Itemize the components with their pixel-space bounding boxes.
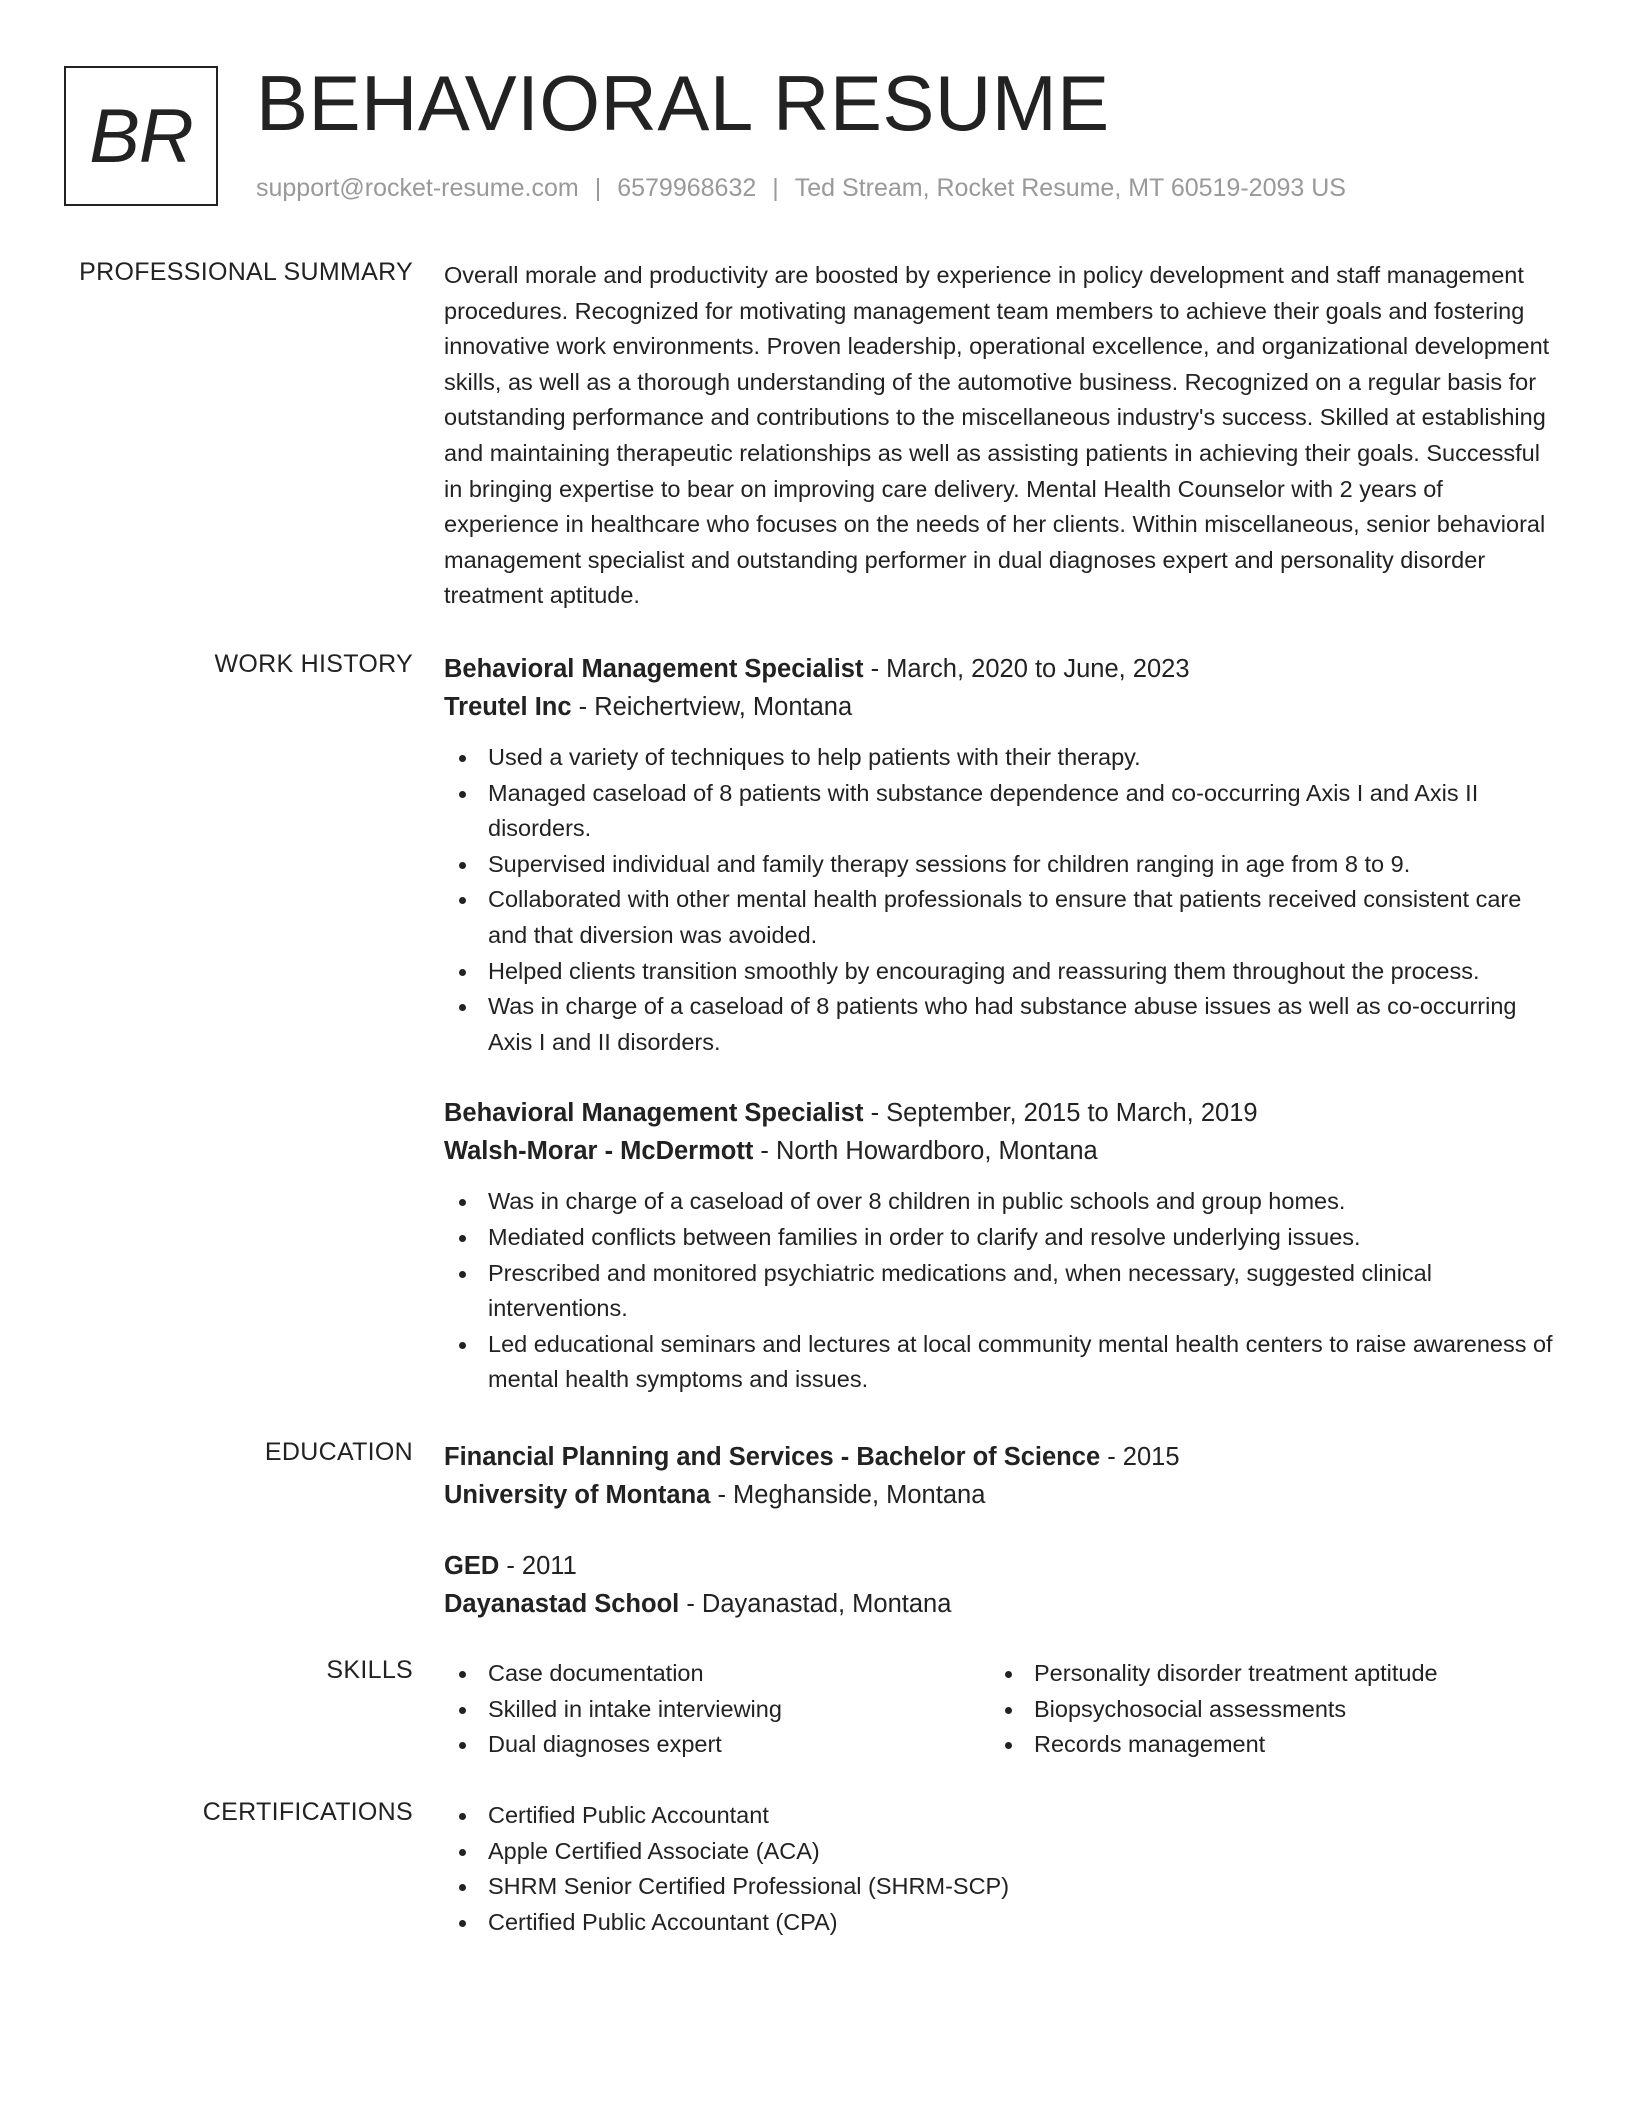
summary-heading: PROFESSIONAL SUMMARY <box>79 258 413 286</box>
list-item: Collaborated with other mental health professionals to ensure that patients received consistent care and that diversion was avoided. <box>444 882 1554 953</box>
skills-list-right <box>990 1656 1536 1763</box>
list-item: Apple Certified Associate (ACA) <box>444 1834 1554 1870</box>
resume-header <box>64 59 1564 216</box>
job-location: - Reichertview, Montana <box>571 693 853 721</box>
list-item: Certified Public Accountant (CPA) <box>444 1905 1554 1941</box>
list-item: SHRM Senior Certified Professional (SHRM-SCP) <box>444 1869 1554 1905</box>
summary-text: Overall morale and productivity are boosted by experience in policy development and staff management procedures. Recognized for motivating management team members to achieve their goals and fostering innovative work environments. Proven leadership, operational excellence, and organizational development skills, as well as a thorough understanding of the automotive business. Recognized on a regular basis for outstanding performance and contributions to the miscellaneous industry's success. Skilled at establishing and maintaining therapeutic relationships as well as assisting patients in achieving their goals. Successful in bringing expertise to bear on improving care delivery. Mental Health Counselor with 2 years of experience in healthcare who focuses on the needs of her clients. Within miscellaneous, senior behavioral management specialist and outstanding performer in dual diagnoses expert and personality disorder treatment aptitude. <box>444 262 1550 609</box>
certifications-heading: CERTIFICATIONS <box>202 1798 413 1826</box>
list-item: Was in charge of a caseload of 8 patients who had substance abuse issues as well as co-occurring Axis I and II disorders. <box>444 989 1554 1060</box>
job-entry <box>444 650 1554 1060</box>
education-school: University of Montana <box>444 1481 711 1509</box>
job-dates: - September, 2015 to March, 2019 <box>863 1099 1258 1128</box>
contact-line <box>256 174 1346 203</box>
job-location: - North Howardboro, Montana <box>753 1137 1098 1166</box>
education-location: - Dayanastad, Montana <box>679 1590 952 1618</box>
education-year: - 2011 <box>499 1552 577 1580</box>
list-item: Dual diagnoses expert <box>444 1727 990 1763</box>
education-entry <box>444 1547 1554 1623</box>
job-entry <box>444 1094 1554 1398</box>
skills-heading: SKILLS <box>326 1656 413 1684</box>
list-item: Case documentation <box>444 1656 990 1692</box>
education-degree: GED <box>444 1552 500 1580</box>
list-item: Personality disorder treatment aptitude <box>990 1656 1536 1692</box>
contact-separator: | <box>772 174 779 202</box>
work-history-heading: WORK HISTORY <box>214 650 413 678</box>
list-item: Biopsychosocial assessments <box>990 1692 1536 1728</box>
education-entry <box>444 1438 1554 1514</box>
contact-separator: | <box>594 174 602 202</box>
education-location: - Meghanside, Montana <box>710 1481 986 1509</box>
list-item: Used a variety of techniques to help patients with their therapy. <box>444 740 1554 776</box>
list-item: Skilled in intake interviewing <box>444 1692 990 1728</box>
resume-name: BEHAVIORAL RESUME <box>256 59 1110 147</box>
job-bullets <box>444 1184 1554 1398</box>
list-item: Certified Public Accountant <box>444 1798 1554 1834</box>
job-company: Walsh-Morar - McDermott <box>444 1137 754 1166</box>
list-item: Managed caseload of 8 patients with substance dependence and co-occurring Axis I and Axis II disorders. <box>444 776 1554 847</box>
education-school: Dayanastad School <box>444 1590 680 1618</box>
certifications-list <box>444 1798 1554 1940</box>
job-dates: - March, 2020 to June, 2023 <box>863 655 1190 683</box>
list-item: Supervised individual and family therapy sessions for children ranging in age from 8 to 9. <box>444 847 1554 883</box>
skills-list-left <box>444 1656 990 1763</box>
education-heading: EDUCATION <box>264 1438 413 1466</box>
job-title: Behavioral Management Specialist <box>444 655 864 683</box>
contact-email[interactable]: support@rocket-resume.com <box>256 174 579 202</box>
list-item: Helped clients transition smoothly by encouraging and reassuring them throughout the process. <box>444 954 1554 990</box>
list-item: Was in charge of a caseload of over 8 children in public schools and group homes. <box>444 1184 1554 1220</box>
job-title: Behavioral Management Specialist <box>444 1099 864 1128</box>
job-company: Treutel Inc <box>444 693 572 721</box>
education-year: - 2015 <box>1100 1443 1180 1471</box>
list-item: Mediated conflicts between families in order to clarify and resolve underlying issues. <box>444 1220 1554 1256</box>
list-item: Records management <box>990 1727 1536 1763</box>
contact-address: Ted Stream, Rocket Resume, MT 60519-2093 US <box>794 174 1346 202</box>
contact-phone[interactable]: 6579968632 <box>617 174 757 202</box>
list-item: Prescribed and monitored psychiatric medications and, when necessary, suggested clinical interventions. <box>444 1256 1554 1327</box>
list-item: Led educational seminars and lectures at local community mental health centers to raise awareness of mental health symptoms and issues. <box>444 1327 1554 1398</box>
job-bullets <box>444 740 1554 1060</box>
monogram-logo: BR <box>64 66 218 206</box>
education-degree: Financial Planning and Services - Bachelor of Science <box>444 1443 1101 1471</box>
